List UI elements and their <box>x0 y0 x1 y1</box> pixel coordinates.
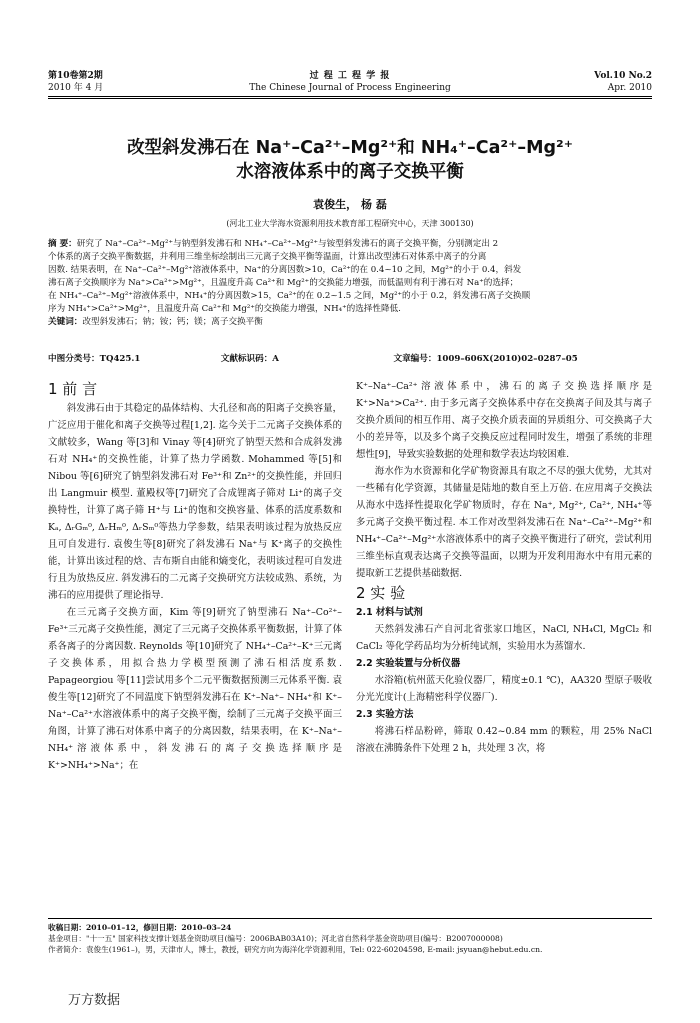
section-heading: 2 实 验 <box>356 584 406 602</box>
paragraph: 海水作为水资源和化学矿物资源具有取之不尽的强大优势，尤其对一些稀有化学资源，其储量是陆地的数自至上万倍. 在应用离子交换法从海水中选择性提取化学矿物质时，存在 Na⁺, Mg²⁺, Ca²⁺, NH₄⁺等多元离子交换平衡过程. 本工作对改型斜发沸石在 Na⁺–Ca²⁺–Mg²⁺和 NH₄⁺–Ca²⁺–Mg²⁺水溶液体系中的离子交换平衡进行了研究，尝试利用三维坐标直观表达离子交换等温面，以期为开发利用海水中有用元素的提取新工艺提供基础数据. <box>356 466 652 579</box>
paragraph: 将沸石样品粉碎，筛取 0.42~0.84 mm 的颗粒，用 25% NaCl 溶液在沸腾条件下处理 2 h，共处理 3 次，将 <box>356 726 652 754</box>
footnotes <box>48 922 652 955</box>
abstract-line: 沸石离子交换顺序为 Na⁺>Ca²⁺>Mg²⁺，且温度升高 Ca²⁺和 Mg²⁺的交换能力增强，而低温则有利于沸石对 Na⁺的选择； <box>48 278 519 288</box>
paper-title-line1: 改型斜发沸石在 Na⁺–Ca²⁺–Mg²⁺和 NH₄⁺–Ca²⁺–Mg²⁺ <box>127 138 573 158</box>
paragraph: 在三元离子交换方面，Kim 等[9]研究了钠型沸石 Na⁺–Co²⁺–Fe³⁺三元离子交换性能，测定了三元离子交换体系平衡数据，计算了体系各离子的分离因数. Reynolds 等[10]研究了 NH₄⁺–Ca²⁺–K⁺三元离子交换体系，用拟合热力学模型预测了沸石相活度系数. Papageorgiou 等[11]尝试用多个二元平衡数据预测三元体系平衡. 袁俊生等[12]研究了不同温度下钠型斜发沸石在 K⁺–Na⁺– NH₄⁺和 K⁺–Na⁺–Ca²⁺水溶液体系中的离子交换平衡，绘制了三元离子交换平面三角图，计算了沸石对体系中离子的分离因数，结果表明，在 K⁺–Na⁺–NH₄⁺溶液体系中，斜发沸石的离子交换选择顺序是 K⁺>NH₄⁺>Na⁺；在 <box>48 607 342 771</box>
abstract-line: 在 NH₄⁺–Ca²⁺–Mg²⁺溶液体系中，NH₄⁺的分离因数>15，Ca²⁺的在 0.2~1.5 之间，Mg²⁺的小于 0.2，斜发沸石离子交换顺 <box>48 291 531 301</box>
abstract-label: 摘 要： <box>48 239 77 249</box>
paragraph: 水浴箱(杭州蓝天化验仪器厂，精度±0.1 ℃)，AA320 型原子吸收分光光度计(上海精密科学仪器厂). <box>356 675 652 703</box>
footnote-funding: 基金项目："十一五" 国家科技支撑计划基金资助项目(编号：2006BAB03A10)；河北省自然科学基金资助项目(编号：B2007000008) <box>48 934 503 943</box>
subsection-heading: 2.2 实验装置与分析仪器 <box>356 658 461 669</box>
journal-issue: Vol.10 No.2 Apr. 2010 <box>594 71 652 93</box>
abstract <box>48 238 652 329</box>
abstract-line: 序为 NH₄⁺>Ca²⁺>Mg²⁺，且温度升高 Ca²⁺和 Mg²⁺的交换能力增强，NH₄⁺的选择性降低. <box>48 304 401 314</box>
keywords-label: 关键词： <box>48 317 83 327</box>
footnote-author: 作者简介：袁俊生(1961–)，男，天津市人，博士，教授，研究方向为海洋化学资源利用，Tel: 022-60204598, E-mail: jsyuan@hebut.edu.cn. <box>48 945 543 954</box>
keywords: 改型斜发沸石；钠；铵；钙；镁；离子交换平衡 <box>82 317 263 327</box>
subsection-heading: 2.1 材料与试剂 <box>356 607 423 618</box>
subsection-heading: 2.3 实验方法 <box>356 709 414 720</box>
paragraph: K⁺–Na⁺–Ca²⁺溶液体系中，沸石的离子交换选择顺序是 K⁺>Na⁺>Ca²⁺. 由于多元离子交换体系中存在交换离子间及其与离子交换介质间的相互作用、离子交换介质表面的异质组分、可交换离子大小的差异等，以及多个离子交换反应过程同时发生，增强了系统的非理想性[9]，导致实验数据的处理和数学表达均较困难. <box>356 381 652 460</box>
left-column <box>48 378 342 774</box>
doc-code: 文献标识码：A <box>220 354 279 364</box>
footnote-rule <box>48 918 652 919</box>
article-number: 文章编号：1009–606X(2010)02–0287–05 <box>393 354 578 364</box>
paragraph: 天然斜发沸石产自河北省张家口地区，NaCl, NH₄Cl, MgCl₂ 和 CaCl₂ 等化学药品均为分析纯试剂，实验用水为蒸馏水. <box>356 624 652 652</box>
abstract-line: 因数. 结果表明，在 Na⁺–Ca²⁺–Mg²⁺溶液体系中，Na⁺的分离因数>10，Ca²⁺的在 0.4~10 之间，Mg²⁺的小于 0.4，斜发 <box>48 265 522 275</box>
classification-row <box>48 353 652 365</box>
journal-volume: 第10卷第2期 2010 年 4 月 <box>48 71 104 93</box>
authors: 袁俊生， 杨 磊 <box>313 198 387 211</box>
section-heading: 1 前 言 <box>48 380 98 398</box>
right-column <box>356 378 652 757</box>
journal-name: 过 程 工 程 学 报 The Chinese Journal of Process Engineering <box>249 71 451 93</box>
paragraph: 斜发沸石由于其稳定的晶体结构、大孔径和高的阳离子交换容量，广泛应用于催化和离子交换等过程[1,2]. 迄今关于二元离子交换体系的文献较多，Wang 等[3]和 Vinay 等[4]研究了钠型天然和合成斜发沸石对 NH₄⁺的交换性能，计算了热力学函数. Mohammed 等[5]和 Nibou 等[6]研究了钠型斜发沸石对 Fe³⁺和 Zn²⁺的交换性能，并回归出 Langmuir 模型. 董殿权等[7]研究了合成锂离子筛对 Li⁺的离子交换特性，计算了离子筛 H⁺与 Li⁺的饱和交换容量、体系的活度系数和 Kₐ, ΔᵣGₘ⁰, ΔᵣHₘ⁰, ΔᵣSₘ⁰等热力学参数，结果表明该过程为放热反应且可自发进行. 袁俊生等[8]研究了斜发沸石 Na⁺与 K⁺离子的交换性能，计算出该过程的焓、吉布斯自由能和熵变化，表明该过程可自发进行且为放热反应. 斜发沸石的二元离子交换研究方法较成熟、系统，为沸石的应用提供了理论指导. <box>48 403 342 601</box>
paper-title-line2: 水溶液体系中的离子交换平衡 <box>236 162 464 182</box>
affiliation: (河北工业大学海水资源利用技术教育部工程研究中心，天津 300130) <box>226 219 474 228</box>
abstract-line: 研究了 Na⁺–Ca²⁺–Mg²⁺与钠型斜发沸石和 NH₄⁺–Ca²⁺–Mg²⁺与铵型斜发沸石的离子交换平衡，分别测定出 2 <box>76 239 499 249</box>
header-rule <box>48 96 652 97</box>
footnote-received: 收稿日期：2010–01–12，修回日期：2010–03–24 <box>48 923 232 932</box>
abstract-line: 个体系的离子交换平衡数据，并利用三维坐标绘制出三元离子交换平衡等温面，计算出改型沸石对体系中离子的分离 <box>48 252 487 262</box>
header-rule-2 <box>48 98 652 99</box>
clc-number: 中图分类号：TQ425.1 <box>48 354 141 364</box>
watermark: 万方数据 <box>68 993 121 1008</box>
